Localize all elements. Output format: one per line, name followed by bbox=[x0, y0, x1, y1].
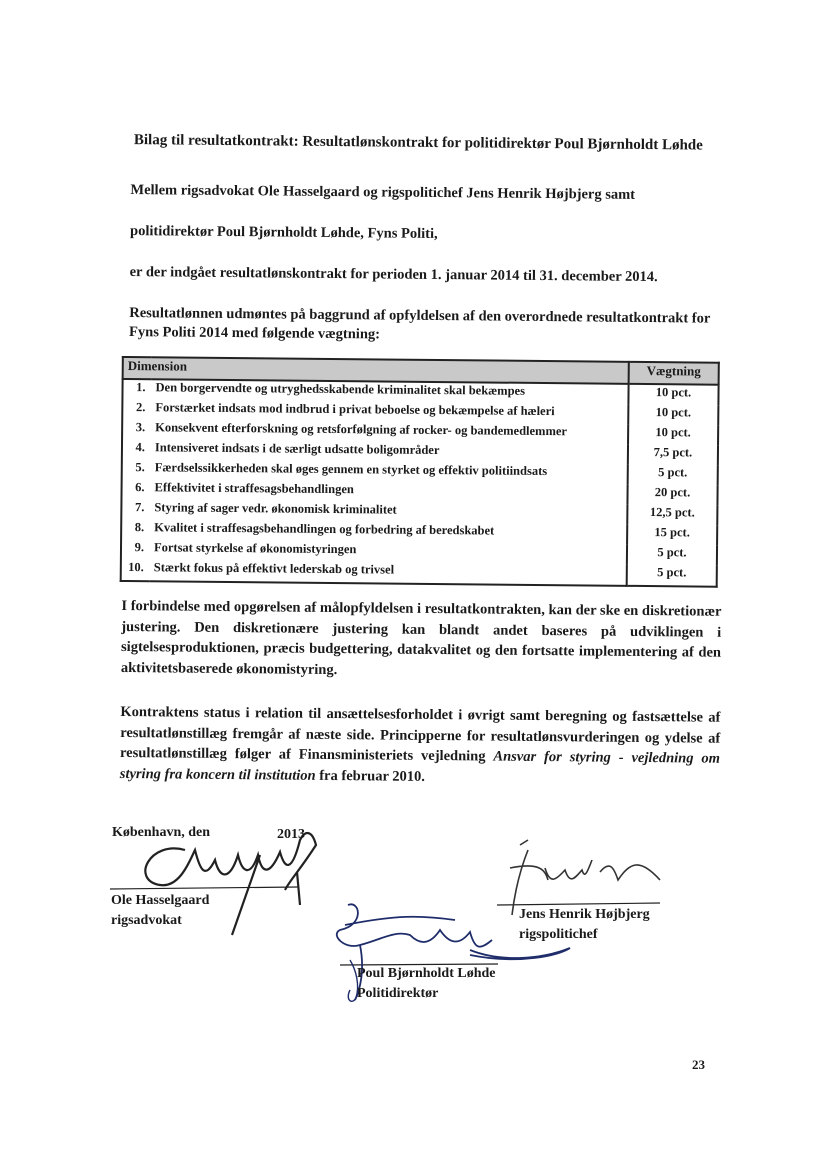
row-dimension: Den borgervendte og utryghedsskabende kriminalitet skal bekæmpes bbox=[151, 379, 628, 405]
row-number: 4. bbox=[122, 440, 151, 460]
row-number: 7. bbox=[121, 500, 150, 520]
place-date-label: København, den bbox=[112, 825, 211, 840]
row-dimension: Kvalitet i straffesagsbehandlingen og forbedring af beredskabet bbox=[150, 520, 627, 545]
row-number: 1. bbox=[122, 379, 151, 400]
signature-line-politidirektoer bbox=[340, 964, 498, 965]
row-number: 3. bbox=[122, 420, 151, 440]
signer2-name: Jens Henrik Højbjerg bbox=[519, 907, 650, 922]
signer1-name: Ole Hasselgaard bbox=[111, 893, 210, 908]
guideline-title: Ansvar for styring - vejledning om styring fra koncern til institution bbox=[119, 748, 721, 784]
row-dimension: Intensiveret indsats i de særligt udsatte boligområder bbox=[151, 440, 628, 465]
dimension-header: Dimension bbox=[123, 357, 629, 384]
row-number: 6. bbox=[121, 480, 150, 500]
page-number: 23 bbox=[692, 1057, 705, 1072]
signature-year: 2013 bbox=[277, 827, 305, 842]
para2-end: fra februar 2010. bbox=[315, 767, 425, 785]
row-weight: 5 pct. bbox=[628, 465, 718, 486]
intro-period-line: er der indgået resultatlønskontrakt for perioden 1. januar 2014 til 31. december 2014. bbox=[129, 264, 658, 286]
signer3-title: Politidirektør bbox=[357, 986, 439, 1001]
row-number: 9. bbox=[121, 540, 150, 560]
signer1-title: rigsadvokat bbox=[111, 913, 182, 928]
weight-header: Vægtning bbox=[629, 362, 719, 385]
row-number: 8. bbox=[121, 520, 150, 540]
intro-parties-line: Mellem rigsadvokat Ole Hasselgaard og rigspolitichef Jens Henrik Højbjerg samt bbox=[130, 182, 636, 203]
para2-text: Kontraktens status i relation til ansættelsesforholdet i øvrigt samt beregning og fastsættelse af resultatlønstillæg fremgår af næste side. Principperne for resultatlønsvurderingen og ydelse af resultatlønstillæg følger af Finansministeriets vejledning bbox=[119, 703, 721, 765]
row-number: 10. bbox=[121, 560, 150, 581]
row-weight: 10 pct. bbox=[628, 425, 718, 446]
row-weight: 20 pct. bbox=[627, 485, 717, 506]
row-dimension: Styring af sager vedr. økonomisk kriminalitet bbox=[150, 500, 627, 525]
row-weight: 10 pct. bbox=[628, 405, 718, 426]
signer3-name: Poul Bjørnholdt Løhde bbox=[357, 966, 496, 981]
row-number: 5. bbox=[122, 460, 151, 480]
row-dimension: Fortsat styrkelse af økonomistyringen bbox=[150, 540, 627, 565]
row-weight: 15 pct. bbox=[627, 525, 717, 546]
row-dimension: Forstærket indsats mod indbrud i privat beboelse og bekæmpelse af hæleri bbox=[151, 400, 628, 425]
row-weight: 7,5 pct. bbox=[628, 445, 718, 466]
row-weight: 10 pct. bbox=[628, 384, 718, 406]
row-dimension: Stærkt fokus på effektivt lederskab og trivsel bbox=[150, 560, 627, 586]
intro-director-line: politidirektør Poul Bjørnholdt Løhde, Fyns Politi, bbox=[129, 223, 438, 242]
row-dimension: Færdselssikkerheden skal øges gennem en styrket og effektiv politiindsats bbox=[151, 460, 628, 485]
row-weight: 5 pct. bbox=[627, 565, 717, 587]
row-number: 2. bbox=[122, 400, 151, 420]
signature-line-rigspolitichef bbox=[497, 903, 660, 905]
row-weight: 12,5 pct. bbox=[627, 505, 717, 526]
intro-weighting-line: Resultatlønnen udmøntes på baggrund af opfyldelsen af den overordnede resultatkontrakt for Fyns Politi 2014 med følgende vægtning: bbox=[129, 305, 711, 343]
signer2-title: rigspolitichef bbox=[519, 927, 598, 942]
justering-paragraph: I forbindelse med opgørelsen af målopfyldelsen i resultatkontrakten, kan der ske en diskretionær justering. Den diskretionære justering kan blandt andet baseres på udviklingen i sigtelsesproduktionen, præcis budgettering, datakvalitet og den fortsatte implementering af den aktivitetsbaserede økonomistyring. bbox=[120, 597, 722, 678]
document-title: Bilag til resultatkontrakt: Resultatlønskontrakt for politidirektør Poul Bjørnholdt Løhde bbox=[133, 132, 703, 154]
row-dimension: Konsekvent efterforskning og retsforfølgning af rocker- og bandemedlemmer bbox=[151, 420, 628, 445]
signature-line-rigsadvokat bbox=[110, 887, 298, 889]
row-weight: 5 pct. bbox=[627, 545, 717, 566]
row-dimension: Effektivitet i straffesagsbehandlingen bbox=[150, 480, 627, 505]
